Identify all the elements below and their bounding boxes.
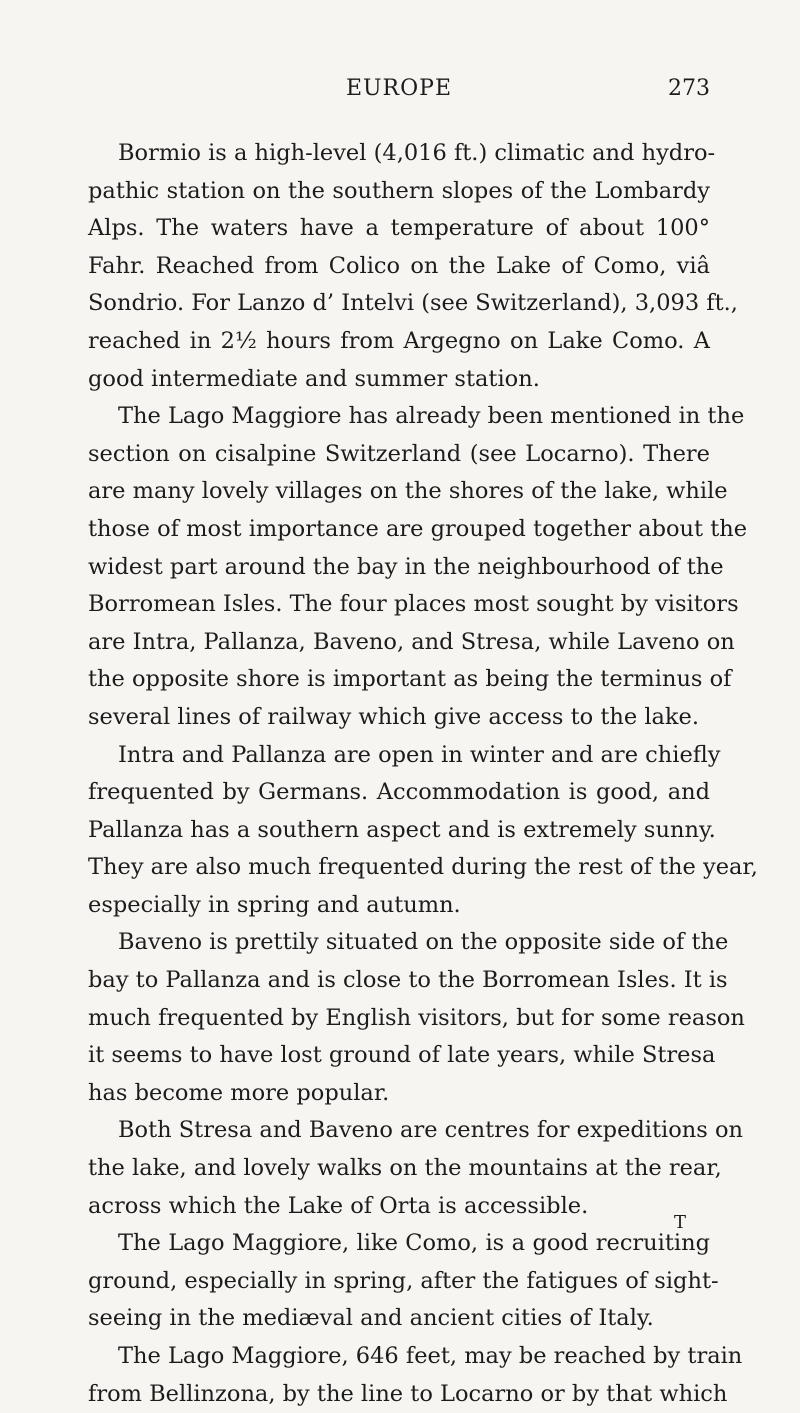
text-line: The Lago Maggiore, 646 feet, may be reached by train (118, 1343, 743, 1369)
text-line: Both Stresa and Baveno are centres for expeditions on (118, 1117, 744, 1144)
text-line: seeing in the mediæval and ancient cities of Italy. (88, 1305, 654, 1332)
text-line: the opposite shore is important as being the terminus of (88, 666, 732, 693)
paragraph (88, 924, 745, 1112)
paragraph (88, 398, 748, 736)
text-line: across which the Lake of Orta is accessible. (88, 1192, 589, 1219)
paragraph (88, 1338, 743, 1413)
text-line: especially in spring and autumn. (88, 891, 461, 918)
text-line: section on cisalpine Switzerland (see Locarno). There (88, 440, 710, 467)
text-line: frequented by Germans. Accommodation is good, and (88, 779, 710, 806)
text-line: widest part around the bay in the neighbourhood of the (88, 553, 724, 580)
page-number: 273 (668, 76, 710, 101)
text-line: are many lovely villages on the shores of the lake, while (88, 478, 728, 505)
text-line: The Lago Maggiore, like Como, is a good recruiting (118, 1230, 710, 1257)
text-line: Borromean Isles. The four places most sought by visitors (88, 591, 739, 618)
text-line: has become more popular. (88, 1079, 390, 1106)
text-line: Sondrio. For Lanzo d’ Intelvi (see Switzerland), 3,093 ft., (88, 290, 738, 317)
text-line: much frequented by English visitors, but for some reason (88, 1004, 745, 1031)
text-line: are Intra, Pallanza, Baveno, and Stresa, while Laveno on (88, 628, 735, 655)
paragraph (88, 135, 738, 398)
paragraph (88, 737, 758, 925)
text-line: They are also much frequented during the rest of the year, (88, 854, 758, 881)
signature-mark: T (674, 1212, 687, 1233)
running-title: EUROPE (345, 76, 453, 101)
text-line: those of most importance are grouped together about the (88, 515, 748, 542)
text-line: good intermediate and summer station. (88, 365, 540, 392)
text-line: Baveno is prettily situated on the opposite side of the (118, 929, 729, 956)
text-line: The Lago Maggiore has already been mentioned in the (118, 403, 745, 430)
text-line: Alps. The waters have a temperature of about 100° (88, 215, 710, 242)
text-line: the lake, and lovely walks on the mountains at the rear, (88, 1155, 722, 1182)
text-line: Fahr. Reached from Colico on the Lake of Como, viâ (88, 252, 710, 279)
paragraph (88, 1112, 744, 1225)
text-line: bay to Pallanza and is close to the Borromean Isles. It is (88, 967, 728, 994)
text-line: Intra and Pallanza are open in winter and are chiefly (118, 741, 721, 768)
text-line: reached in 2½ hours from Argegno on Lake Como. A (88, 327, 710, 354)
text-line: Pallanza has a southern aspect and is extremely sunny. (88, 816, 716, 843)
text-line: Bormio is a high-level (4,016 ft.) climatic and hydro- (118, 140, 716, 166)
text-line: from Bellinzona, by the line to Locarno or by that which (88, 1380, 728, 1407)
text-line: pathic station on the southern slopes of the Lombardy (88, 177, 710, 204)
text-line: it seems to have lost ground of late years, while Stresa (88, 1042, 716, 1069)
body-text (88, 135, 758, 1413)
running-head (88, 76, 710, 116)
text-line: ground, especially in spring, after the fatigues of sight- (88, 1267, 719, 1294)
text-line: several lines of railway which give access to the lake. (88, 703, 700, 730)
paragraph (88, 1225, 719, 1338)
